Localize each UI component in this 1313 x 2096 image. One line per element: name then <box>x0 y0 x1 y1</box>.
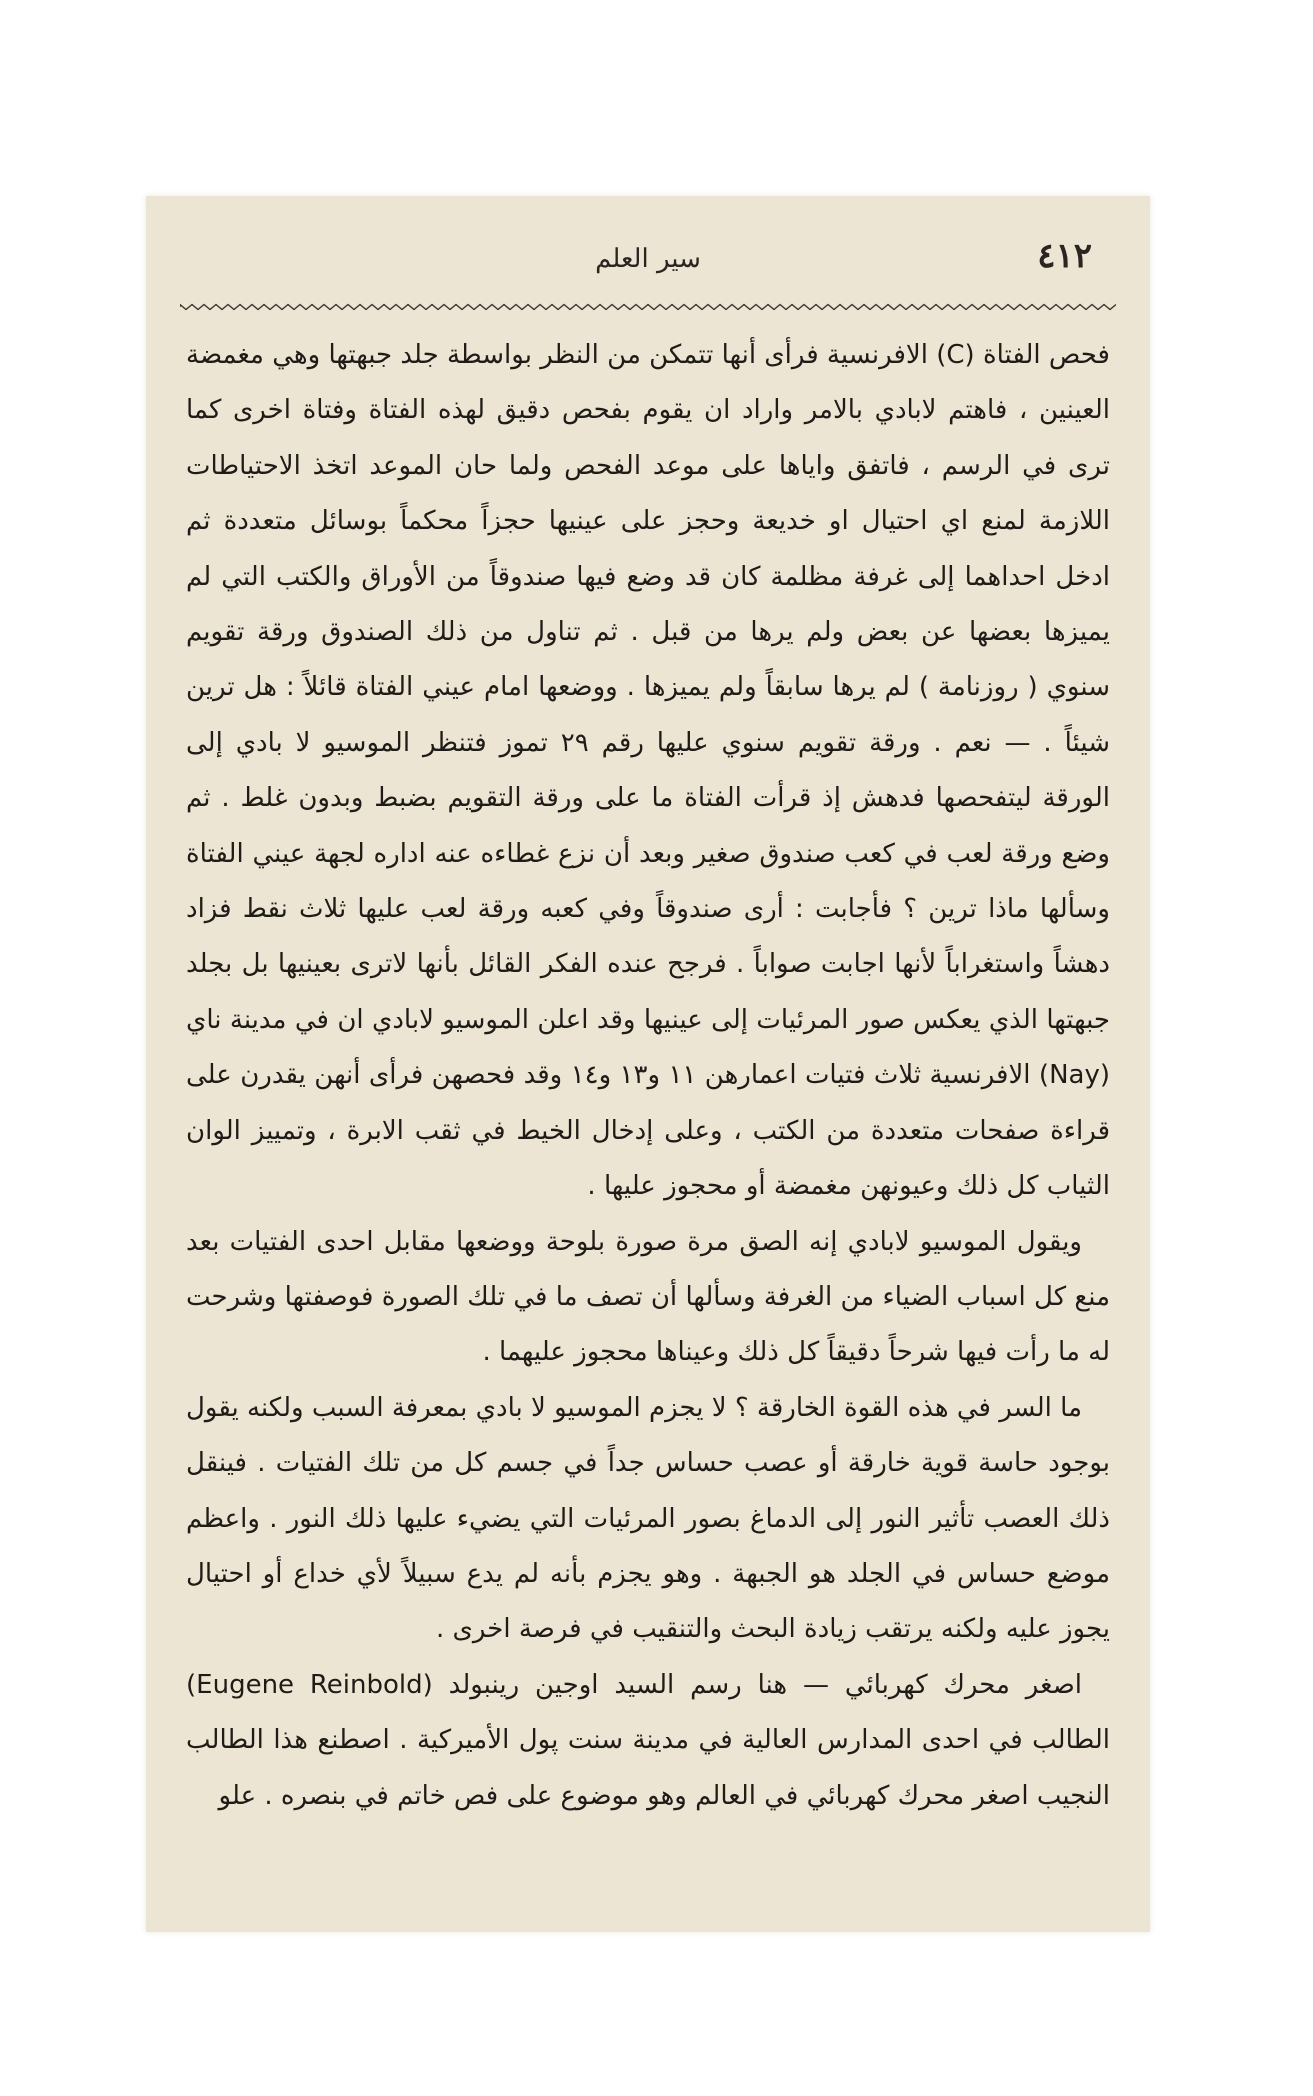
page-number: ٤١٢ <box>1037 236 1092 276</box>
book-page <box>146 196 1150 1932</box>
page-header <box>180 236 1116 296</box>
header-wavy-rule <box>180 302 1116 312</box>
paragraph-2: ويقول الموسيو لابادي إنه الصق مرة صورة بلوحة ووضعها مقابل احدى الفتيات بعد منع كل اسباب الضياء من الغرفة وسألها أن تصف ما في تلك الصورة فوصفتها وشرحت له ما رأت فيها شرحاً دقيقاً كل ذلك وعيناها محجوز عليهما . <box>186 1226 1110 1368</box>
paragraph-1: فحص الفتاة (C) الافرنسية فرأى أنها تتمكن من النظر بواسطة جلد جبهتها وهي مغمضة العينين ، فاهتم لابادي بالامر واراد ان يقوم بفحص دقيق لهذه الفتاة وفتاة اخرى كما ترى في الرسم ، فاتفق واياها على موعد الفحص ولما حان الموعد اتخذ الاحتياطات اللازمة لمنع اي احتيال او خديعة وحجز على عينيها حجزاً محكماً بوسائل متعددة ثم ادخل احداهما إلى غرفة مظلمة كان قد وضع فيها صندوقاً من الأوراق والكتب التي لم يميزها بعضها عن بعض ولم يرها من قبل . ثم تناول من ذلك الصندوق ورقة تقويم سنوي ( روزنامة ) لم يرها سابقاً ولم يميزها . ووضعها امام عيني الفتاة قائلاً : هل ترين شيئاً . — نعم . ورقة تقويم سنوي عليها رقم ٢٩ تموز فتنظر الموسيو لا بادي إلى الورقة ليتفحصها فدهش إذ قرأت الفتاة ما على ورقة التقويم بضبط وبدون غلط . ثم وضع ورقة لعب في كعب صندوق صغير وبعد أن نزع غطاءه عنه اداره لجهة عيني الفتاة وسألها ماذا ترين ؟ فأجابت : أرى صندوقاً وفي كعبه ورقة لعب عليها ثلاث نقط فزاد دهشاً واستغراباً لأنها اجابت صواباً . فرجح عنده الفكر القائل بأنها لاترى بعينيها بل بجلد جبهتها الذي يعكس صور المرئيات إلى عينيها وقد اعلن الموسيو لابادي ان في مدينة ناي (Nay) الافرنسية ثلاث فتيات اعمارهن ١١ و١٣ و١٤ وقد فحصهن فرأى أنهن يقدرن على قراءة صفحات متعددة من الكتب ، وعلى إدخال الخيط في ثقب الابرة ، وتمييز الوان الثياب كل ذلك وعيونهن مغمضة أو محجوز عليها . <box>186 340 1111 1202</box>
paragraph-3: ما السر في هذه القوة الخارقة ؟ لا يجزم الموسيو لا بادي بمعرفة السبب ولكنه يقول بوجود حاسة قوية خارقة أو عصب حساس جداً في جسم كل من تلك الفتيات . فينقل ذلك العصب تأثير النور إلى الدماغ بصور المرئيات التي يضيء عليها ذلك النور . واعظم موضع حساس في الجلد هو الجبهة . وهو يجزم بأنه لم يدع سبيلاً لأي خداع أو احتيال يجوز عليه ولكنه يرتقب زيادة البحث والتنقيب في فرصة اخرى . <box>186 1392 1110 1645</box>
article-text <box>186 328 1110 1824</box>
paragraph-4: اصغر محرك كهربائي — هنا رسم السيد اوجين رينبولد (Eugene Reinbold) الطالب في احدى المدارس العالية في مدينة سنت پول الأميركية . اصطنع هذا الطالب النجيب اصغر محرك كهربائي في العالم وهو موضوع على فص خاتم في بنصره . علو <box>186 1669 1110 1811</box>
running-title: سير العلم <box>595 244 701 274</box>
